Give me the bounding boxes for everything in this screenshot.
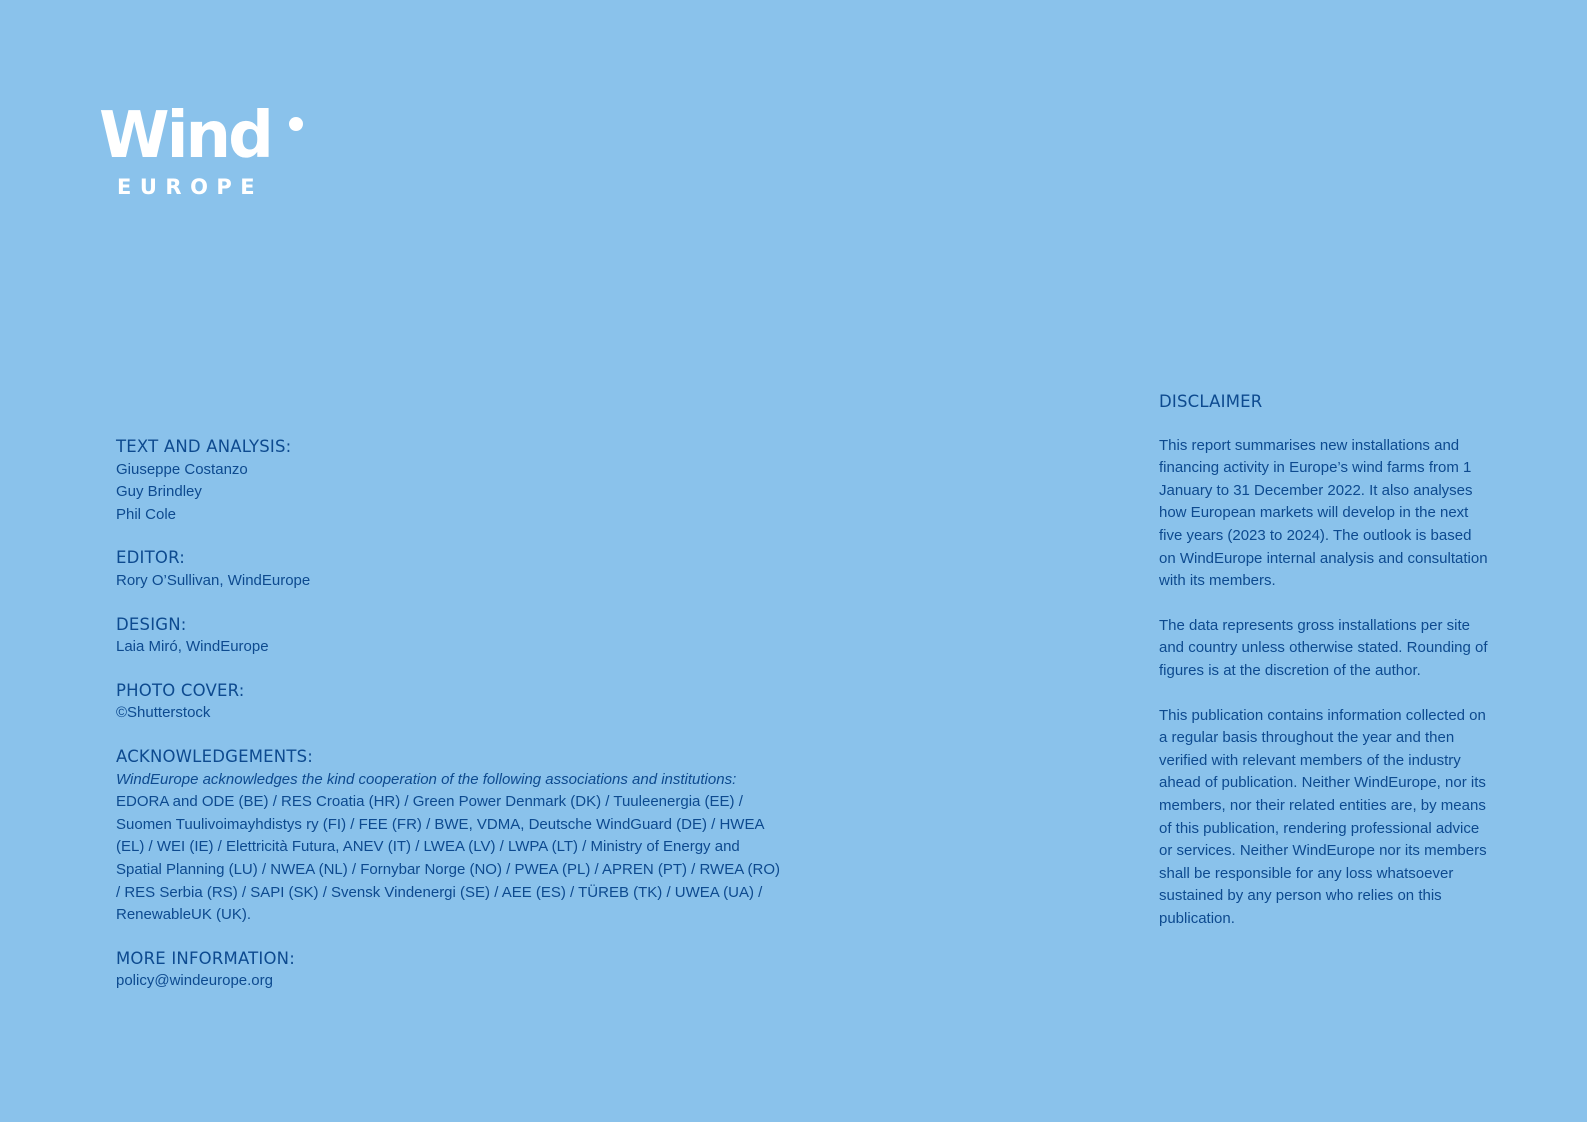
photo-cover-heading: PHOTO COVER:	[116, 680, 245, 700]
disclaimer-paragraph: This report summarises new installations and financing activity in Europe’s wind farms from 1 January to 31 December 2022. It also analyses how European markets will develop in the next five years (2023 to 2024). The outlook is based on WindEurope internal analysis and consultation with its members.	[1159, 436, 1488, 590]
editor-heading: EDITOR:	[116, 548, 185, 568]
more-information-section	[116, 948, 796, 993]
disclaimer-heading: DISCLAIMER	[1159, 392, 1263, 411]
contact-email: policy@windeurope.org	[116, 972, 273, 990]
credits-column	[116, 436, 796, 993]
disclaimer-paragraph: This publication contains information collected on a regular basis throughout the year and then verified with relevant members of the industry ahead of publication. Neither WindEurope, nor its members, nor their related entities are, by means of this publication, rendering professional advice or services. Neither WindEurope nor its members shall be responsible for any loss whatsoever sustained by any person who relies on this publication.	[1159, 706, 1487, 927]
logo-subtitle: EUROPE	[117, 175, 264, 199]
author-name: Guy Brindley	[116, 483, 202, 501]
disclaimer-column	[1159, 391, 1489, 930]
designer-name: Laia Miró, WindEurope	[116, 638, 269, 656]
disclaimer-paragraph: The data represents gross installations per site and country unless otherwise stated. Rounding of figures is at the discretion of the author.	[1159, 616, 1488, 679]
editor-section	[116, 547, 796, 592]
acknowledgements-list: EDORA and ODE (BE) / RES Croatia (HR) / Green Power Denmark (DK) / Tuuleenergia (EE) / Suomen Tuulivoimayhdistys ry (FI) / FEE (FR) / BWE, VDMA, Deutsche WindGuard (DE) / HWEA (EL) / WEI (IE) / Elettricità Futura, ANEV (IT) / LWEA (LV) / LWPA (LT) / Ministry of Energy and Spatial Planning (LU) / NWEA (NL) / Fornybar Norge (NO) / PWEA (PL) / APREN (PT) / RWEA (RO) / RES Serbia (RS) / SAPI (SK) / Svensk Vindenergi (SE) / AEE (ES) / TÜREB (TK) / UWEA (UA) / RenewableUK (UK).	[116, 793, 781, 924]
design-heading: DESIGN:	[116, 614, 187, 634]
acknowledgements-heading: ACKNOWLEDGEMENTS:	[116, 746, 314, 766]
more-information-heading: MORE INFORMATION:	[116, 948, 295, 968]
acknowledgements-intro: WindEurope acknowledges the kind cooperation of the following associations and institutions:	[116, 770, 737, 788]
acknowledgements-section	[116, 746, 796, 927]
text-analysis-heading: TEXT AND ANALYSIS:	[116, 437, 292, 456]
editor-name: Rory O’Sullivan, WindEurope	[116, 571, 311, 589]
author-name: Phil Cole	[116, 505, 177, 523]
windeurope-logo	[99, 99, 314, 202]
text-analysis-section	[116, 436, 796, 526]
logo-wordmark: Wind	[99, 99, 271, 173]
author-name: Giuseppe Costanzo	[116, 460, 248, 478]
design-section	[116, 614, 796, 659]
logo-dot-icon	[289, 117, 303, 131]
photo-credit: ©Shutterstock	[116, 704, 211, 722]
photo-cover-section	[116, 680, 796, 725]
